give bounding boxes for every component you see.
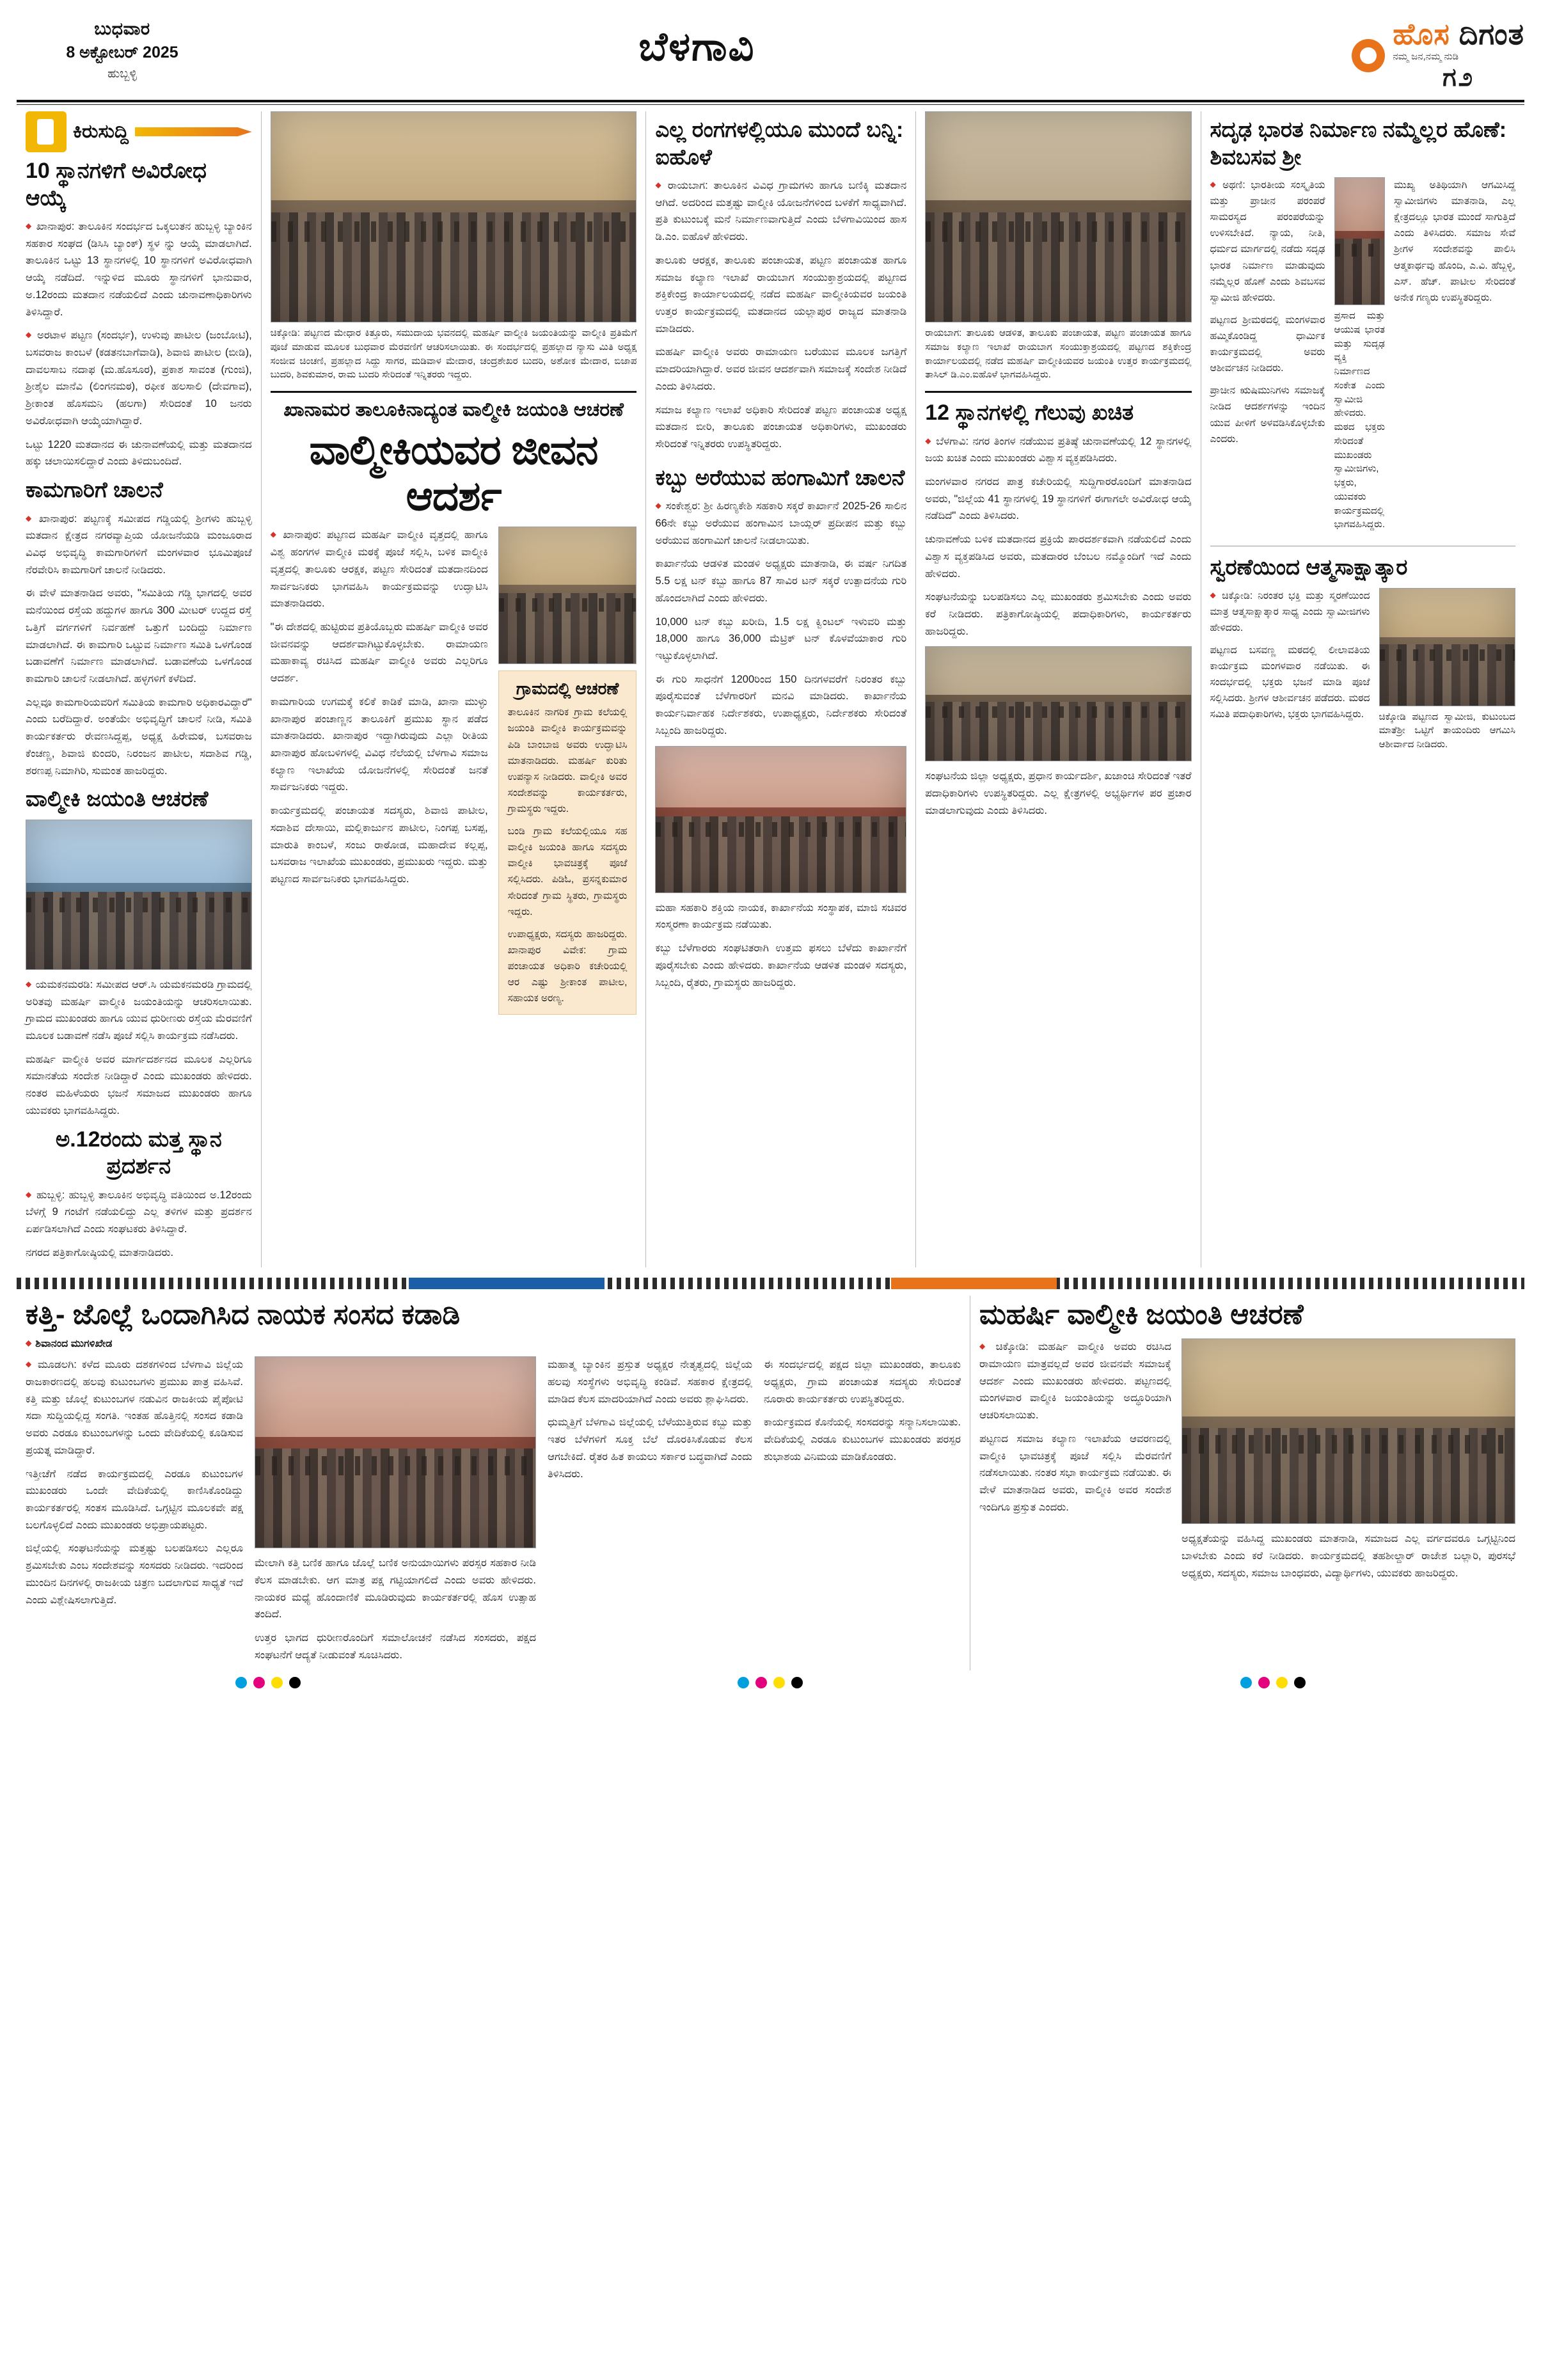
black-dot — [289, 1677, 301, 1688]
valmiki-p3: ಕಾಮಗಾರಿಯ ಉಗಮಕ್ಕೆ ಕಲಿಕೆ ಕಾಡಿಕೆ ಮಾಡಿ, ಖಾನಾ ಮುಳ್ಳು ಖಾನಾಪುರ ಪಂಚಾಣ್ಣನ ತಾಲೂಕಿಗೆ ಪ್ರಮುಖ ಸ್ಥಾನ ಪಡೆದ ಮಾತನಾಡಿದರು. ಖಾನಾಪುರ ಇದ್ದಾಗಿರುವುದು ಎಲ್ಲಾ ರೀತಿಯ ಖಾನಾಪುರ ಹೋಬಳಿಗಳಲ್ಲಿ ವಿವಿಧ ನೆಲೆಯಲ್ಲಿ ಬೆಳಗಾವಿ ಸಮಾಜ ಕಲ್ಯಾಣ ಇಲಾಖೆಯ ಯೋಜನೆಗಳಲ್ಲಿ ಸೇರಿದಂತೆ ಜನತೆ ಸಾರ್ವಜನಿಕರು ಇದ್ದರು. — [270, 695, 488, 793]
bottom-mid-p1: ಮಹಾತ್ಮ ಬ್ಯಾಂಕಿನ ಪ್ರಸ್ತುತ ಅಧ್ಯಕ್ಷರ ನೇತೃತ್ವದಲ್ಲಿ ಜಿಲ್ಲೆಯ ಹಲವು ಸಂಸ್ಥೆಗಳು ಅಭಿವೃದ್ಧಿ ಕಂಡಿವೆ. ಸಹಕಾರ ಕ್ಷೇತ್ರದಲ್ಲಿ ಮಾಡಿದ ಕೆಲಸ ಮಾದರಿಯಾಗಿದೆ ಎಂದು ಅವರು ಶ್ಲಾಘಿಸಿದರು. — [548, 1359, 752, 1405]
column-3 — [646, 111, 915, 1267]
story6-p2: ಮಂಗಳವಾರ ನಗರದ ಪಾತ್ರ ಕಚೇರಿಯಲ್ಲಿ ಸುದ್ದಿಗಾರರೊಂದಿಗೆ ಮಾತನಾಡಿದ ಅವರು, "ಜಿಲ್ಲೆಯ 41 ಸ್ಥಾನಗಳಲ್ಲಿ 19 ಸ್ಥಾನಗಳಿಗೆ ಈಗಾಗಲೇ ಅವಿರೋಧ ಆಯ್ಕೆ ನಡೆದಿದೆ" ಎಂದು ತಿಳಿಸಿದರು. — [925, 475, 1192, 522]
logo-title — [1393, 19, 1524, 49]
black-dot — [791, 1677, 803, 1688]
bottom-right-p1: ◆ ಚಿಕ್ಕೋಡಿ: ಮಹರ್ಷಿ ವಾಲ್ಮೀಕಿ ಅವರು ರಚಿಸಿದ ರಾಮಾಯಣ ಮಾತ್ರವಲ್ಲದೆ ಅವರ ಜೀವನವೇ ಸಮಾಜಕ್ಕೆ ಆದರ್ಶ ಎಂದು ಮುಖಂಡರು ಹೇಳಿದರು. ಪಟ್ಟಣದಲ್ಲಿ ಮಂಗಳವಾರ ವಾಲ್ಮೀಕಿ ಜಯಂತಿಯನ್ನು ಅದ್ಧೂರಿಯಾಗಿ ಆಚರಿಸಲಾಯಿತು. — [979, 1338, 1171, 1424]
cyan-dot — [1240, 1677, 1252, 1688]
masthead-place: ಹುಬ್ಬಳ್ಳಿ — [107, 67, 137, 81]
page-number: ಗ೨ — [1442, 63, 1475, 91]
valmiki-p1: ◆ ಖಾನಾಪುರ: ಪಟ್ಟಣದ ಮಹರ್ಷಿ ವಾಲ್ಮೀಕಿ ವೃತ್ತದಲ್ಲಿ ಹಾಗೂ ವಿಶ್ವ ಹಂಗಗಳ ವಾಲ್ಮೀಕಿ ಮಠಕ್ಕೆ ಪೂಜೆ ಸಲ್ಲಿಸಿ, ಬಳಿಕ ವಾಲ್ಮೀಕಿ ವೃತ್ತದಲ್ಲಿ ತಾಲೂಕು ಆರಕ್ಷಕ, ಪಟ್ಟಣ ಸೇರಿದಂತೆ ಮತದಾನದಿಂದ ಸಾರ್ವಜನಿಕರು ಭಾಗವಹಿಸಿ ಕಾರ್ಯಕ್ರಮವನ್ನು ಉದ್ಘಾಟಿಸಿ ಮಾತನಾಡಿದರು. — [271, 527, 488, 612]
bottom-right-text — [979, 1338, 1171, 1588]
sugar-p6: ಕಬ್ಬು ಬೆಳೆಗಾರರು ಸಂಘಟಿತರಾಗಿ ಉತ್ತಮ ಫಸಲು ಬೆಳೆದು ಕಾರ್ಖಾನೆಗೆ ಪೂರೈಸಬೇಕು ಎಂದು ಹೇಳಿದರು. ಕಾರ್ಖಾನೆಯ ಆಡಳಿತ ಮಂಡಳಿ ಸದಸ್ಯರು, ಸಿಬ್ಬಂದಿ, ರೈತರು, ಗ್ರಾಮಸ್ಥರು ಹಾಜರಿದ್ದರು. — [655, 942, 907, 988]
valmiki-box-p3: ಉಪಾಧ್ಯಕ್ಷರು, ಸದಸ್ಯರು ಹಾಜರಿದ್ದರು. ಖಾನಾಪುರ ವಿವೇಕ: ಗ್ರಾಮ ಪಂಚಾಯತ ಅಧಿಕಾರಿ ಕಚೇರಿಯಲ್ಲಿ ಆರ ಎಷ್ಟು ಶ್ರೀಕಾಂತ ಪಾಟೀಲ, ಸಹಾಯಕ ಅರಣ್ಯ. — [507, 928, 628, 1004]
story6-p4: ಸಂಘಟನೆಯನ್ನು ಬಲಪಡಿಸಲು ಎಲ್ಲ ಮುಖಂಡರು ಶ್ರಮಿಸಬೇಕು ಎಂದು ಅವರು ಕರೆ ನೀಡಿದರು. ಪತ್ರಿಕಾಗೋಷ್ಠಿಯಲ್ಲಿ ಪದಾಧಿಕಾರಿಗಳು, ಕಾರ್ಯಕರ್ತರು ಹಾಜರಿದ್ದರು. — [925, 591, 1192, 637]
bottom-left-p3: ಜಿಲ್ಲೆಯಲ್ಲಿ ಸಂಘಟನೆಯನ್ನು ಮತ್ತಷ್ಟು ಬಲಪಡಿಸಲು ಎಲ್ಲರೂ ಶ್ರಮಿಸಬೇಕು ಎಂಬ ಸಂದೇಶವನ್ನು ಸಂಸದರು ನೀಡಿದರು. ಇದರಿಂದ ಮುಂದಿನ ದಿನಗಳಲ್ಲಿ ರಾಜಕೀಯ ಚಿತ್ರಣ ಬದಲಾಗುವ ಸಾಧ್ಯತೆ ಇದೆ ಎಂದು ವಿಶ್ಲೇಷಿಸಲಾಗುತ್ತಿದೆ. — [26, 1543, 243, 1606]
masthead-date: 8 ಅಕ್ಟೋಬರ್ 2025 — [66, 44, 178, 61]
sugar-p1: ◆ ಸಂಕೇಶ್ವರ: ಶ್ರೀ ಹಿರಣ್ಯಕೇಶಿ ಸಹಕಾರಿ ಸಕ್ಕರೆ ಕಾರ್ಖಾನೆ 2025-26 ಸಾಲಿನ 66ನೇ ಕಬ್ಬು ಅರೆಯುವ ಹಂಗಾಮಿನ ಬಾಯ್ಲರ್ ಪ್ರದೀಪನ ಮತ್ತು ಕಬ್ಬು ಅರೆಯುವ ಹಂಗಾಮಿಗೆ ಚಾಲನೆ ನೀಡಲಾಯಿತು. — [655, 498, 906, 549]
smarane-left — [1210, 588, 1370, 758]
logo-block — [1166, 15, 1524, 92]
bottom-right-photo-col — [1181, 1338, 1515, 1588]
cyan-dot — [235, 1677, 247, 1688]
valmiki-box-p1: ತಾಲೂಕಿನ ನಾಗರಿಕ ಗ್ರಾಮ ಕಲೆಯಲ್ಲಿ ಜಯಂತಿ ವಾಲ್ಮೀಕಿ ಕಾರ್ಯಕ್ರಮವನ್ನು ಪಿಡಿ ಬಾಂಬಾಜಿ ಅವರು ಉದ್ಘಾಟಿಸಿ ಮಾತನಾಡಿದರು. ಮಹರ್ಷಿ ಕುರಿತು ಉಪನ್ಯಾಸ ನೀಡಿದರು. ವಾಲ್ಮೀಕಿ ಅವರ ಸಂದೇಶವನ್ನು ಕಾರ್ಯಕರ್ತರು, ಗ್ರಾಮಸ್ಥರು ಇದ್ದರು. — [507, 707, 628, 814]
story6-photo — [925, 646, 1191, 761]
story6-p1: ◆ ಬೆಳಗಾವಿ: ನಗರ ತಿಂಗಳ ನಡೆಯುವ ಪ್ರತಿಷ್ಠೆ ಚುನಾವಣೆಯಲ್ಲಿ 12 ಸ್ಥಾನಗಳಲ್ಲಿ ಜಯ ಖಚಿತ ಎಂದು ಮುಖಂಡರು ವಿಶ್ವಾಸ ವ್ಯಕ್ತಪಡಿಸಿದರು. — [925, 433, 1191, 467]
valmiki-kicker: ಖಾನಾಮರ ತಾಲೂಕಿನಾದ್ಯಂತ ವಾಲ್ಮೀಕಿ ಜಯಂತಿ ಆಚರಣೆ — [283, 399, 624, 420]
bottom-mid-p3: ಈ ಸಂದರ್ಭದಲ್ಲಿ ಪಕ್ಷದ ಜಿಲ್ಲಾ ಮುಖಂಡರು, ತಾಲೂಕು ಅಧ್ಯಕ್ಷರು, ಗ್ರಾಮ ಪಂಚಾಯತ ಸದಸ್ಯರು ಸೇರಿದಂತೆ ನೂರಾರು ಕಾರ್ಯಕರ್ತರು ಉಪಸ್ಥಿತರಿದ್ದರು. — [764, 1359, 961, 1405]
kirusuddi-badge — [26, 111, 252, 152]
bottom-left-p4: ಮೇಲಾಗಿ ಕತ್ತಿ ಬಣಿಕ ಹಾಗೂ ಜೊಲ್ಲೆ ಬಣಿಕ ಅನುಯಾಯಿಗಳು ಪರಸ್ಪರ ಸಹಕಾರ ನೀಡಿ ಕೆಲಸ ಮಾಡಬೇಕು. ಆಗ ಮಾತ್ರ ಪಕ್ಷ ಗಟ್ಟಿಯಾಗಲಿದೆ ಎಂದು ಅವರು ಹೇಳಿದರು. ನಾಯಕರ ಮಧ್ಯೆ ಹೊಂದಾಣಿಕೆ ಮೂಡಿರುವುದು ಕಾರ್ಯಕರ್ತರಲ್ಲಿ ಹೊಸ ಉತ್ಸಾಹ ತಂದಿದೆ. — [255, 1557, 536, 1621]
story3-p2: ಮಹರ್ಷಿ ವಾಲ್ಮೀಕಿ ಅವರ ಮಾರ್ಗದರ್ಶನದ ಮೂಲಕ ಎಲ್ಲರಿಗೂ ಸಮಾನತೆಯ ಸಂದೇಶ ನೀಡಿದ್ದಾರೆ ಎಂದು ಮುಖಂಡರು ಹೇಳಿದರು. ನಂತರ ಮಹಿಳೆಯರು ಭಜನೆ ಸಮಾಜದ ಮುಖಂಡರು ಹಾಗೂ ಯುವಕರು ಭಾಗವಹಿಸಿದ್ದರು. — [26, 1053, 252, 1116]
story5-p2: ತಾಲೂಕು ಆರಕ್ಷಕ, ತಾಲೂಕು ಪಂಚಾಯತ, ಪಟ್ಟಣ ಪಂಚಾಯತ ಹಾಗೂ ಸಮಾಜ ಕಲ್ಯಾಣ ಇಲಾಖೆ ರಾಯಬಾಗ ಸಂಯುಕ್ತಾಶ್ರಯದಲ್ಲಿ ಪಟ್ಟಣದ ಶಕ್ತಿಕೇಂದ್ರ ಕಾರ್ಯಾಲಯದಲ್ಲಿ ನಡೆದ ಮಹರ್ಷಿ ವಾಲ್ಮೀಕಿಯವರ ಜಯಂತಿ ಉತ್ತರ ಕಾರ್ಯಕ್ರಮದಲ್ಲಿ ಮತದಾನದ ಯಲ್ಲಾಪುರ ರಾಜ್ಯದ ಮಾತನಾಡಿ ಮಾಡಿದರು. — [655, 254, 907, 335]
story6-p3: ಚುನಾವಣೆಯ ಬಳಿಕ ಮತದಾನದ ಪ್ರಕ್ರಿಯೆ ಪಾರದರ್ಶಕವಾಗಿ ನಡೆಯಲಿದೆ ಎಂದು ವಿಶ್ವಾಸ ವ್ಯಕ್ತಪಡಿಸಿದ ಅವರು, ಮತದಾರರ ಬೆಂಬಲ ನಮ್ಮೊಂದಿಗೆ ಇದೆ ಎಂದು ಹೇಳಿದರು. — [925, 534, 1192, 580]
story1-p2: ◆ ಅರಟಾಳ ಪಟ್ಟಣ (ಸಂದರ್ಭ), ಉಳುವು ಪಾಟೀಲ (ಜಂಬೋಟಿ), ಬಸವರಾಜ ಕಾಂಬಳೆ (ಕಡತನಬಾಗೆವಾಡಿ), ಶಿವಾಜಿ ಪಾಟೀಲ (ಬೀಡಿ), ದಾವಲಸಾಬ ನದಾಫ (ಮ.ಹೊಸೂರ), ಪ್ರಕಾಶ ಸಾವಂತ (ಗುಂಜಿ), ಶ್ರೀಶೈಲ ಮಾನೆವಿ (ಲಿಂಗನಮಠ), ರಫೀಕ ಹಲಸಾಲಿ (ದೇವಗಾವ), ಶ್ರೀಕಾಂತ ಹೊಸಮನಿ (ಹಲಗಾ) ಸೇರಿದಂತೆ 10 ಜನರು ಅವಿರೋಧವಾಗಿ ಆಯ್ಕೆಯಾಗಿದ್ದಾರೆ. — [26, 327, 252, 429]
bottom-right-photo — [1181, 1338, 1515, 1524]
masthead — [17, 12, 1524, 95]
column-5 — [1201, 111, 1524, 1267]
smarane-headline: ಸ್ವರಣೆಯಿಂದ ಆತ್ಮಸಾಕ್ಷಾತ್ಕಾರ — [1210, 555, 1408, 580]
bottom-grid — [17, 1296, 1524, 1670]
story3-photo — [26, 820, 252, 970]
story5-headline: ಎಲ್ಲ ರಂಗಗಳಲ್ಲಿಯೂ ಮುಂದೆ ಬನ್ನಿ: ಐಹೊಳೆ — [655, 118, 904, 170]
story1-p3: ಒಟ್ಟು 1220 ಮತದಾನದ ಈ ಚುನಾವಣೆಯಲ್ಲಿ ಮತ್ತು ಮತದಾನದ ಹಕ್ಕು ಚಲಾಯಿಸಲಿದ್ದಾರೆ ಎಂದು ತಿಳಿದುಬಂದಿದೆ. — [26, 438, 252, 468]
shivabasava-p3: ಪ್ರಾಚೀನ ಋಷಿಮುನಿಗಳು ಸಮಾಜಕ್ಕೆ ನೀಡಿದ ಆದರ್ಶಗಳನ್ನು ಇಂದಿನ ಯುವ ಪೀಳಿಗೆ ಅಳವಡಿಸಿಕೊಳ್ಳಬೇಕು ಎಂದರು. — [1210, 385, 1325, 445]
cyan-dot — [738, 1677, 749, 1688]
bottom-right — [970, 1296, 1524, 1670]
story1-p1: ◆ ಖಾನಾಪುರ: ತಾಲೂಕಿನ ಸಂದರ್ಭದ ಒಕ್ಕಲುತನ ಹುಬ್ಬಳ್ಳಿ ಬ್ಯಾಂಕಿನ ಸಹಕಾರ ಸಂಘದ (ಡಿಸಿಸಿ ಬ್ಯಾಂಕ್) ಸ್ಥಳ ನ್ನು ಆಯ್ಕೆ ಮಾಡಲಾಗಿದೆ. ತಾಲೂಕಿನ ಒಟ್ಟು 13 ಸ್ಥಾನಗಳಲ್ಲಿ 10 ಸ್ಥಾನಗಳಿಗೆ ಅವಿರೋಧವಾಗಿ ಆಯ್ಕೆ ನಡೆದಿದೆ. ಇನ್ನುಳಿದ ಮೂರು ಸ್ಥಾನಗಳಿಗೆ ಭಾನುವಾರ, ಅ.12ರಂದು ಮತದಾನ ನಡೆಯಲಿದೆ ಎಂದು ಚುನಾವಣಾಧಿಕಾರಿಗಳು ತಿಳಿಸಿದ್ದಾರೆ. — [26, 218, 252, 321]
valmiki-photo-2 — [498, 527, 637, 664]
bottom-left-text-1 — [26, 1356, 243, 1670]
date-block — [17, 15, 228, 81]
story3-headline: ವಾಲ್ಮೀಕಿ ಜಯಂತಿ ಆಚರಣೆ — [26, 787, 209, 812]
smarane-photo-caption: ಚಿಕ್ಕೋಡಿ ಪಟ್ಟಣದ ಸ್ವಾಮೀಜಿ, ಕುಟುಂಬದ ಮಾತೆಶ್ರೀ ಒಟ್ಟಿಗೆ ತಾಯಂದಿರು ಆಗಮಿಸಿ ಆಶೀರ್ವಾದ ನೀಡಿದರು. — [1379, 711, 1515, 750]
bottom-left — [17, 1296, 970, 1670]
story2-p3: ಎಲ್ಲವೂ ಕಾಮಗಾರಿಯವರಿಗೆ ಸಮಿತಿಯ ಕಾಮಗಾರಿ ಅಧಿಕಾರವಿದ್ದಾರೆ" ಎಂದು ಬರೆದಿದ್ದಾರೆ. ಅಂತೆಯೇ ಅಭಿವೃದ್ಧಿಗೆ ಚಾಲನೆ ನೀಡಿ, ಸಮಿತಿ ಕಾರ್ಯಕರ್ತರು ರೇವಣಸಿದ್ದಪ್ಪ, ಅಧ್ಯಕ್ಷ ಹಿರೇಮಠ, ಬಸವರಾಜ ಕೆಂಚಣ್ಣ, ಶಿವಾಜಿ ಕುಂದರಿ, ನಿರಂಜನ ಪಾಟೀಲ, ಸದಾಶಿವ ಗಡ್ಡಿ, ಶರಣಪ್ಪ ನಿಮಾಗಿರಿ, ಸುಮಂತ ಹಾಜರಿದ್ದರು. — [26, 696, 252, 777]
bottom-left-byline: ◆ ಶಿವಾನಂದ ಮುಗಳಿಖೇಡ — [26, 1338, 961, 1350]
story5-p1: ◆ ರಾಯಬಾಗ: ತಾಲೂಕಿನ ವಿವಿಧ ಗ್ರಾಮಗಳು ಹಾಗೂ ಬಣಿಕ್ಕಿ ಮತದಾನ ಆಗಿದೆ. ಅದರಿಂದ ಮತ್ತಷ್ಟು ವಾಲ್ಮೀಕಿ ಯೋಜನೆಗಳಿಂದ ಬಳಕೆಗೆ ಸಾಧ್ಯವಾಗಿದೆ. ಪ್ರತಿ ಕುಟುಂಬಕ್ಕೆ ಮನೆ ನಿರ್ಮಾಣವಾಗುತ್ತಿದೆ ಎಂದು ಬೆಳಗಾವಿಯಿಂದ ಹಾಸ ಡಿ.ಎಂ. ಐಹೊಳೆ ಹೇಳಿದರು. — [655, 177, 906, 246]
yellow-dot — [773, 1677, 785, 1688]
dot-group-3 — [1240, 1677, 1306, 1688]
valmiki-box-title: ಗ್ರಾಮದಲ್ಲಿ ಆಚರಣೆ — [516, 679, 619, 699]
bottom-right-p2: ಪಟ್ಟಣದ ಸಮಾಜ ಕಲ್ಯಾಣ ಇಲಾಖೆಯ ಆವರಣದಲ್ಲಿ ವಾಲ್ಮೀಕಿ ಭಾವಚಿತ್ರಕ್ಕೆ ಪೂಜೆ ಸಲ್ಲಿಸಿ ಮೆರವಣಿಗೆ ನಡೆಸಲಾಯಿತು. ನಂತರ ಸಭಾ ಕಾರ್ಯಕ್ರಮ ನಡೆಯಿತು. ಈ ವೇಳೆ ಮಾತನಾಡಿದ ಅವರು, ವಾಲ್ಮೀಕಿ ಅವರ ಸಂದೇಶ ಇಂದಿಗೂ ಪ್ರಸ್ತುತ ಎಂದರು. — [979, 1432, 1171, 1513]
smarane-right — [1379, 588, 1515, 758]
dot-group-2 — [738, 1677, 803, 1688]
story2-p1: ◆ ಖಾನಾಪುರ: ಪಟ್ಟಣಕ್ಕೆ ಸಮೀಪದ ಗಡ್ಡಿಯಲ್ಲಿ ಶ್ರೀಗಳು ಹುಬ್ಬಳ್ಳಿ ಮತದಾನ ಕ್ಷೇತ್ರದ ನಗರವ್ಯಾಪ್ತಿಯ ಯೋಜನೆಯಡಿ ಮಂಜೂರಾದ ವಿವಿಧ ಅಭಿವೃದ್ಧಿ ಕಾಮಗಾರಿಗಳಿಗೆ ಮಂಗಳವಾರ ಭೂಮಿಪೂಜೆ ನೆರವೇರಿಸಿ ಕಾಮಗಾರಿಗೆ ಚಾಲನೆ ನೀಡಿದರು. — [26, 511, 252, 579]
magenta-dot — [253, 1677, 265, 1688]
column-1 — [17, 111, 261, 1267]
rayabag-photo — [925, 111, 1191, 322]
story2-headline: ಕಾಮಗಾರಿಗೆ ಚಾಲನೆ — [26, 478, 163, 503]
story4-headline: ಅ.12ರಂದು ಮತ್ತ ಸ್ಥಾನ ಪ್ರದರ್ಶನ — [55, 1127, 222, 1179]
valmiki-p4: ಕಾರ್ಯಕ್ರಮದಲ್ಲಿ ಪಂಚಾಯತ ಸದಸ್ಯರು, ಶಿವಾಜಿ ಪಾಟೀಲ, ಸದಾಶಿವ ದೇಸಾಯಿ, ಮಲ್ಲಿಕಾರ್ಜುನ ಪಾಟೀಲ, ನಿಂಗಪ್ಪ ಬಸಪ್ಪ, ಮಾರುತಿ ಕಾಂಬಳೆ, ಸಂಜು ರಾಠೋಡ, ಮಹಾದೇವ ಕಲ್ಲಪ್ಪ, ಬಸವರಾಜ ಇಲಾಖೆಯ ಮುಖಂಡರು, ಪ್ರಮುಖರು ಇದ್ದರು. ಮತ್ತು ಪಟ್ಟಣದ ಸಾರ್ವಜನಿಕರು ಭಾಗವಹಿಸಿದ್ದರು. — [270, 805, 488, 885]
valmiki-p2: "ಈ ದೇಶದಲ್ಲಿ ಹುಟ್ಟಿರುವ ಪ್ರತಿಯೊಬ್ಬರು ಮಹರ್ಷಿ ವಾಲ್ಮೀಕಿ ಅವರ ಜೀವನವನ್ನು ಆದರ್ಶವಾಗಿಟ್ಟುಕೊಳ್ಳಬೇಕು. ರಾಮಾಯಣ ಮಹಾಕಾವ್ಯ ರಚಿಸಿದ ಮಹರ್ಷಿ ವಾಲ್ಮೀಕಿ ಅವರು ಎಲ್ಲರಿಗೂ ಆದರ್ಶ. — [270, 621, 488, 685]
logo-word1: ಹೊಸ — [1393, 17, 1450, 51]
story6-p5: ಸಂಘಟನೆಯ ಜಿಲ್ಲಾ ಅಧ್ಯಕ್ಷರು, ಪ್ರಧಾನ ಕಾರ್ಯದರ್ಶಿ, ಖಜಾಂಚಿ ಸೇರಿದಂತೆ ಇತರೆ ಪದಾಧಿಕಾರಿಗಳು ಉಪಸ್ಥಿತರಿದ್ದರು. ಎಲ್ಲ ಕ್ಷೇತ್ರಗಳಲ್ಲಿ ಅಭ್ಯರ್ಥಿಗಳ ಪರ ಪ್ರಚಾರ ಮಾಡಲಾಗುವುದು ಎಂದು ತಿಳಿಸಿದರು. — [925, 770, 1192, 816]
story3-p1: ◆ ಯಮಕನಮರಡಿ: ಸಮೀಪದ ಆರ್.ಸಿ ಯಮಕನಮರಡಿ ಗ್ರಾಮದಲ್ಲಿ ಅರಿತವು ಮಹರ್ಷಿ ವಾಲ್ಮೀಕಿ ಜಯಂತಿಯನ್ನು ಆಚರಿಸಲಾಯಿತು. ಗ್ರಾಮದ ಮುಖಂಡರು ಹಾಗೂ ಯುವ ಧುರೀಣರು ರಸ್ತೆಯ ಮೆರವಣಿಗೆ ಮೂಲಕ ಬಡಾವಣೆ ನಡೆಸಿ ಪೂಜೆ ಸಲ್ಲಿಸಿ ಕಾರ್ಯಕ್ರಮ ನಡೆಸಿದರು. — [26, 976, 252, 1045]
rayabag-photo-caption: ರಾಯಬಾಗ: ತಾಲೂಕು ಆಡಳಿತ, ತಾಲೂಕು ಪಂಚಾಯತ, ಪಟ್ಟಣ ಪಂಚಾಯತ ಹಾಗೂ ಸಮಾಜ ಕಲ್ಯಾಣ ಇಲಾಖೆ ರಾಯಬಾಗ ಸಂಯುಕ್ತಾಶ್ರಯದಲ್ಲಿ ಪಟ್ಟಣದ ಶಕ್ತಿಕೇಂದ್ರ ಕಾರ್ಯಾಲಯದಲ್ಲಿ ನಡೆದ ಮಹರ್ಷಿ ವಾಲ್ಮೀಕಿಯವರ ಜಯಂತಿ ಉತ್ತರ ಕಾರ್ಯಕ್ರಮದಲ್ಲಿ ತಾಸಿಲ್ ಡಿ.ಎಂ.ಐಹೊಳೆ ಭಾಗವಹಿಸಿದ್ದರು. — [925, 328, 1192, 381]
story6-headline: 12 ಸ್ಥಾನಗಳಲ್ಲಿ ಗೆಲುವು ಖಚಿತ — [925, 401, 1134, 425]
bottom-mid-text-1 — [548, 1356, 752, 1670]
sugar-p3: 10,000 ಟನ್ ಕಬ್ಬು ಖರೀದಿ, 1.5 ಲಕ್ಷ ಕ್ವಿಂಟಲ್ ಇಳುವರಿ ಮತ್ತು 18,000 ಹಾಗೂ 36,000 ಮೆಟ್ರಿಕ್ ಟನ್ ಕೊಳವೆಯಾಕಾರ ಗುರಿ ಇಟ್ಟುಕೊಳ್ಳಲಾಗಿದೆ. — [655, 615, 907, 662]
divider-rule-3 — [925, 391, 1191, 393]
masthead-rule — [17, 100, 1524, 102]
shivabasava-p4: ಮುಖ್ಯ ಅತಿಥಿಯಾಗಿ ಆಗಮಿಸಿದ್ದ ಸ್ವಾಮೀಜಿಗಳು ಮಾತನಾಡಿ, ಎಲ್ಲ ಕ್ಷೇತ್ರದಲ್ಲೂ ಭಾರತ ಮುಂದೆ ಸಾಗುತ್ತಿದೆ ಎಂದು ತಿಳಿಸಿದರು. ಸಮಾಜ ಸೇವೆ ಶ್ರೀಗಳ ಸಂದೇಶವನ್ನು ಪಾಲಿಸಿ ಆತ್ಮಕಾರ್ಥವು ಹೊಂದಿ, ಎ.ವಿ. ಹೆಬ್ಬಳ್ಳಿ, ಎಸ್. ಹೆಚ್. ಪಾಟೀಲ ಸೇರಿದಂತೆ ಅನೇಕ ಗಣ್ಯರು ಉಪಸ್ಥಿತರಿದ್ದರು. — [1393, 180, 1515, 303]
footer-registration-marks — [17, 1670, 1524, 1688]
story5-p3: ಮಹರ್ಷಿ ವಾಲ್ಮೀಕಿ ಅವರು ರಾಮಾಯಣ ಬರೆಯುವ ಮೂಲಕ ಜಗತ್ತಿಗೆ ಮಾದರಿಯಾಗಿದ್ದಾರೆ. ಅವರ ಜೀವನ ಆದರ್ಶವಾಗಿ ಸಮಾಜಕ್ಕೆ ಸಂದೇಶ ನೀಡಿದೆ ಎಂದು ತಿಳಿಸಿದರು. — [655, 346, 907, 392]
shivabasava-center — [1334, 177, 1385, 538]
divider-rule-2 — [271, 391, 637, 393]
bottom-left-p5: ಉತ್ತರ ಭಾಗದ ಧುರೀಣರೊಂದಿಗೆ ಸಮಾಲೋಚನೆ ನಡೆಸಿದ ಸಂಸದರು, ಪಕ್ಷದ ಸಂಘಟನೆಗೆ ಆದ್ಯತೆ ನೀಡುವಂತೆ ಸೂಚಿಸಿದರು. — [255, 1632, 536, 1661]
smarane-p2: ಪಟ್ಟಣದ ಬಸವಣ್ಣ ಮಠದಲ್ಲಿ ಲೀಲಾವತಿಯ ಕಾರ್ಯಕ್ರಮ ಮಂಗಳವಾರ ನಡೆಯಿತು. ಈ ಸಂದರ್ಭದಲ್ಲಿ ಭಕ್ತರು ಭಜನೆ ಮಾಡಿ ಪೂಜೆ ಸಲ್ಲಿಸಿದರು. ಶ್ರೀಗಳ ಆಶೀರ್ವಚನ ಪಡೆದರು. ಮಠದ ಸಮಿತಿ ಪದಾಧಿಕಾರಿಗಳು, ಭಕ್ತರು ಭಾಗವಹಿಸಿದ್ದರು. — [1210, 644, 1370, 720]
column-2 — [262, 111, 646, 1267]
shivabasava-left — [1210, 177, 1325, 538]
masthead-weekday: ಬುಧವಾರ — [94, 19, 150, 38]
story4-p2: ನಗರದ ಪತ್ರಿಕಾಗೋಷ್ಠಿಯಲ್ಲಿ ಮಾತನಾಡಿದರು. — [26, 1246, 174, 1258]
sugar-photo — [655, 746, 906, 893]
section-band — [17, 1278, 1524, 1289]
black-dot — [1294, 1677, 1306, 1688]
bottom-left-p2: ಇತ್ತೀಚೆಗೆ ನಡೆದ ಕಾರ್ಯಕ್ರಮದಲ್ಲಿ ಎರಡೂ ಕುಟುಂಬಗಳ ಮುಖಂಡರು ಒಂದೇ ವೇದಿಕೆಯಲ್ಲಿ ಕಾಣಿಸಿಕೊಂಡಿದ್ದು ಕಾರ್ಯಕರ್ತರಲ್ಲಿ ಸಂತಸ ಮೂಡಿಸಿದೆ. ಒಗ್ಗಟ್ಟಿನ ಮೂಲಕವೇ ಪಕ್ಷ ಬಲಗೊಳ್ಳಲಿದೆ ಎಂದು ಮುಖಂಡರು ಅಭಿಪ್ರಾಯಪಟ್ಟರು. — [26, 1468, 243, 1531]
page-title: ಬೆಳಗಾವಿ — [638, 25, 755, 69]
logo-word2: ದಿಗಂತ — [1458, 17, 1524, 51]
bottom-left-p1: ◆ ಮೂಡಲಗಿ: ಕಳೆದ ಮೂರು ದಶಕಗಳಿಂದ ಬೆಳಗಾವಿ ಜಿಲ್ಲೆಯ ರಾಜಕಾರಣದಲ್ಲಿ ಹಲವು ಕುಟುಂಬಗಳು ಪ್ರಮುಖ ಪಾತ್ರ ವಹಿಸಿವೆ. ಕತ್ತಿ ಮತ್ತು ಜೊಲ್ಲೆ ಕುಟುಂಬಗಳ ನಡುವಿನ ರಾಜಕೀಯ ಪೈಪೋಟಿ ಸದಾ ಸುದ್ದಿಯಲ್ಲಿದ್ದ ಸಂಗತಿ. ಇಂತಹ ಹೊತ್ತಿನಲ್ಲಿ ಸಂಸದ ಕಡಾಡಿ ಅವರು ಎರಡೂ ಕುಟುಂಬಗಳನ್ನು ಒಂದು ವೇದಿಕೆಯಲ್ಲಿ ಕೂಡಿಸುವ ಪ್ರಯತ್ನ ಮಾಡಿದ್ದಾರೆ. — [26, 1356, 243, 1459]
sun-icon — [1352, 39, 1385, 72]
magenta-dot — [1258, 1677, 1270, 1688]
kirusuddi-label: ಕಿರುಸುದ್ದಿ — [73, 121, 129, 142]
bottom-right-headline: ಮಹರ್ಷಿ ವಾಲ್ಮೀಕಿ ಜಯಂತಿ ಆಚರಣೆ — [979, 1299, 1304, 1331]
shivabasava-photo-caption: ಪ್ರಸಾದ ಮತ್ತು ಆಯುಷ ಭಾರತ ಮತ್ತು ಸುದೃಢ ವ್ಯಕ್ತಿ ನಿರ್ಮಾಣದ ಸಂಕೇತ ಎಂದು ಸ್ವಾಮೀಜಿ ಹೇಳಿದರು. ಮಠದ ಭಕ್ತರು ಸೇರಿದಂತೆ ಮುಖಂಡರು ಸ್ವಾಮೀಜಿಗಳು, ಭಕ್ತರು, ಯುವಕರು ಕಾರ್ಯಕ್ರಮದಲ್ಲಿ ಭಾಗವಹಿಸಿದ್ದರು. — [1334, 310, 1385, 530]
smarane-photo — [1379, 588, 1515, 706]
valmiki-box — [498, 670, 637, 1015]
hand-icon — [26, 111, 67, 152]
shivabasava-photo — [1334, 177, 1385, 305]
valmiki-text-left — [271, 527, 488, 1021]
story2-p2: ಈ ವೇಳೆ ಮಾತನಾಡಿದ ಅವರು, "ಸಮಿತಿಯ ಗಡ್ಡಿ ಭಾಗದಲ್ಲಿ ಅವರ ಮನೆಯಿಂದ ರಸ್ತೆಯ ಹದ್ದುಗಳ ಹಾಗೂ 300 ಮೀಟರ್ ಉದ್ದದ ರಸ್ತೆ ಒತ್ತಿಗೆ ವರ್ಗಗಳಿಗೆ ನಿರ್ವಹಣೆ ಒತ್ತುಗೆ ಬಂದಿದ್ದು ನಿರ್ಮಾಣ ಮಾಡಲಾಗಿದೆ. ಈ ಕಾಮಗಾರಿ ಒಟ್ಟುವ ನಿರ್ಮಾಣ ಸಮಿತಿ ಒಳಗೊಂಡ ಬಡಾವಣೆಗೆ ನಿರ್ಮಾಣ ಮಾಡಲಾಗಿದೆ. ಬಡಾವಣೆಯ ಒಳಗೊಂಡ ಕಾಮಗಾರಿ ಚಾಲನೆ ನೀಡಲಾಗಿದೆ. ಹಳ್ಳಗಳಿಗೆ ಕಳೆದಿದೆ. — [26, 587, 252, 685]
sugar-p2: ಕಾರ್ಖಾನೆಯ ಆಡಳಿತ ಮಂಡಳಿ ಅಧ್ಯಕ್ಷರು ಮಾತನಾಡಿ, ಈ ವರ್ಷ ನಿಗದಿತ 5.5 ಲಕ್ಷ ಟನ್ ಕಬ್ಬು ಹಾಗೂ 87 ಸಾವಿರ ಟನ್ ಸಕ್ಕರೆ ಉತ್ಪಾದನೆಯ ಗುರಿ ಹೊಂದಲಾಗಿದೆ ಎಂದು ಹೇಳಿದರು. — [655, 558, 907, 604]
valmiki-box-p2: ಬಂಡಿ ಗ್ರಾಮ ಕಲೆಯಲ್ಲಿಯೂ ಸಹ ವಾಲ್ಮೀಕಿ ಜಯಂತಿ ಹಾಗೂ ಸದಸ್ಯರು ವಾಲ್ಮೀಕಿ ಭಾವಚಿತ್ರಕ್ಕೆ ಪೂಜೆ ಸಲ್ಲಿಸಿದರು. ಪಿಡಿಓ, ಪ್ರಸನ್ನಕುಮಾರ ಸೇರಿದಂತೆ ಗ್ರಾಮ ಸ್ಥಿತರು, ಗ್ರಾಮಸ್ಥರು ಇದ್ದರು. — [507, 826, 628, 917]
valmiki-photo-1 — [271, 111, 637, 322]
yellow-dot — [1276, 1677, 1288, 1688]
logo-text — [1393, 19, 1524, 92]
dot-group-1 — [235, 1677, 301, 1688]
main-grid — [17, 111, 1524, 1267]
bottom-mid-p2: ಧುಮ್ಮತ್ತಿಗೆ ಬೆಳಗಾವಿ ಜಿಲ್ಲೆಯಲ್ಲಿ ಬೆಳೆಯುತ್ತಿರುವ ಕಬ್ಬು ಮತ್ತು ಇತರ ಬೆಳೆಗಳಿಗೆ ಸೂಕ್ತ ಬೆಲೆ ದೊರಕಿಸಿಕೊಡುವ ಕೆಲಸ ಆಗಬೇಕಿದೆ. ರೈತರ ಹಿತ ಕಾಯಲು ಸರ್ಕಾರ ಬದ್ಧವಾಗಿದೆ ಎಂದು ತಿಳಿಸಿದರು. — [548, 1416, 752, 1480]
masthead-rule-thin — [17, 104, 1524, 105]
sugar-p4: ಈ ಗುರಿ ಸಾಧನೆಗೆ 1200ರಿಂದ 150 ದಿನಗಳವರೆಗೆ ನಿರಂತರ ಕಬ್ಬು ಪೂರೈಸುವಂತೆ ಬೆಳೆಗಾರರಿಗೆ ಮನವಿ ಮಾಡಿದರು. ಕಾರ್ಖಾನೆಯ ಕಾರ್ಯನಿರ್ವಾಹಕ ನಿರ್ದೇಶಕರು, ಉಪಾಧ್ಯಕ್ಷರು, ನಿರ್ದೇಶಕರು ಸೇರಿದಂತೆ ಸಿಬ್ಬಂದಿ ಹಾಜರಿದ್ದರು. — [655, 673, 907, 736]
bottom-mid-p4: ಕಾರ್ಯಕ್ರಮದ ಕೊನೆಯಲ್ಲಿ ಸಂಸದರನ್ನು ಸನ್ಮಾನಿಸಲಾಯಿತು. ವೇದಿಕೆಯಲ್ಲಿ ಎರಡೂ ಕುಟುಂಬಗಳ ಮುಖಂಡರು ಪರಸ್ಪರ ಶುಭಾಶಯ ವಿನಿಮಯ ಮಾಡಿಕೊಂಡರು. — [764, 1416, 961, 1463]
sugar-headline: ಕಬ್ಬು ಅರೆಯುವ ಹಂಗಾಮಿಗೆ ಚಾಲನೆ — [655, 465, 905, 490]
shivabasava-right — [1394, 177, 1515, 538]
magenta-dot — [755, 1677, 767, 1688]
bottom-mid-text-2 — [764, 1356, 961, 1670]
story4-p1: ◆ ಹುಬ್ಬಳ್ಳಿ: ಹುಬ್ಬಳ್ಳಿ ತಾಲೂಕಿನ ಅಭಿವೃದ್ಧಿ ವತಿಯಿಂದ ಅ.12ರಂದು ಬೆಳಗ್ಗೆ 9 ಗಂಟೆಗೆ ನಡೆಯಲಿದ್ದು ಎಲ್ಲ ತಳಿಗಳ ಮತ್ತು ಪ್ರದರ್ಶನ ಏರ್ಪಡಿಸಲಾಗಿದೆ ಎಂದು ಸಂಘಟಕರು ತಿಳಿಸಿದ್ದಾರೆ. — [26, 1187, 252, 1238]
bottom-left-photo-col — [255, 1356, 536, 1670]
story1-headline: 10 ಸ್ಥಾನಗಳಿಗೆ ಅವಿರೋಧ ಆಯ್ಕೆ — [26, 159, 207, 210]
bottom-right-p3: ಅಧ್ಯಕ್ಷತೆಯನ್ನು ವಹಿಸಿದ್ದ ಮುಖಂಡರು ಮಾತನಾಡಿ, ಸಮಾಜದ ಎಲ್ಲ ವರ್ಗದವರೂ ಒಗ್ಗಟ್ಟಿನಿಂದ ಬಾಳಬೇಕು ಎಂದು ಕರೆ ನೀಡಿದರು. ಕಾರ್ಯಕ್ರಮದಲ್ಲಿ ತಹಶೀಲ್ದಾರ್ ರಾಜೇಶ ಬಲ್ಲಾರಿ, ಪುರಸಭೆ ಅಧ್ಯಕ್ಷರು, ಸದಸ್ಯರು, ಸಮಾಜ ಬಾಂಧವರು, ವಿದ್ಯಾರ್ಥಿಗಳು, ಯುವಕರು ಹಾಜರಿದ್ದರು. — [1181, 1533, 1515, 1579]
column-4 — [916, 111, 1200, 1267]
shivabasava-headline: ಸದೃಢ ಭಾರತ ನಿರ್ಮಾಣ ನಮ್ಮೆಲ್ಲರ ಹೊಣೆ: ಶಿವಬಸವ ಶ್ರೀ — [1210, 118, 1507, 170]
smarane-p1: ◆ ಚಿಕ್ಕೋಡಿ: ನಿರಂತರ ಭಕ್ತಿ ಮತ್ತು ಸ್ಮರಣೆಯಿಂದ ಮಾತ್ರ ಆತ್ಮಸಾಕ್ಷಾತ್ಕಾರ ಸಾಧ್ಯ ಎಂದು ಸ್ವಾಮೀಜಿಗಳು ಹೇಳಿದರು. — [1210, 588, 1370, 636]
bottom-left-photo — [255, 1356, 536, 1548]
valmiki-right — [498, 527, 637, 1021]
bottom-left-headline: ಕತ್ತಿ- ಜೊಲ್ಲೆ ಒಂದಾಗಿಸಿದ ನಾಯಕ ಸಂಸದ ಕಡಾಡಿ — [26, 1299, 461, 1331]
shivabasava-p2: ಪಟ್ಟಣದ ಶ್ರೀಮಠದಲ್ಲಿ ಮಂಗಳವಾರ ಹಮ್ಮಿಕೊಂಡಿದ್ದ ಧಾರ್ಮಿಕ ಕಾರ್ಯಕ್ರಮದಲ್ಲಿ ಅವರು ಆಶೀರ್ವಚನ ನೀಡಿದರು. — [1210, 314, 1325, 374]
valmiki-photo-1-caption: ಚಿಕ್ಕೋಡಿ: ಪಟ್ಟಣದ ಮೇಧಾರ ಕಿತ್ತೂರು, ಸಮುದಾಯ ಭವನದಲ್ಲಿ ಮಹರ್ಷಿ ವಾಲ್ಮೀಕಿ ಜಯಂತಿಯನ್ನು ವಾಲ್ಮೀಕಿ ಪ್ರತಿಮೆಗೆ ಪೂಜೆ ಮಾಡುವ ಮೂಲಕ ಬುಧವಾರ ಮೆರವಣಿಗೆ ಆಚರಿಸಲಾಯಿತು. ಈ ಸಂದರ್ಭದಲ್ಲಿ ಪ್ರಹಲ್ಲಾದ ನ್ಯಾಸು ಮಿತಿ ಅಧ್ಯಕ್ಷ ಸಂಜೀವ ಚಿಂಚಣಿ, ಪ್ರಹಲ್ಲಾದ ಸಿದ್ದು ಸಾಗರ, ಮಡಿವಾಳ ಮೇದಾರ, ಚಂದ್ರಶೇಖರ ಬುದರಿ, ಅಶೋಕ ಮೇದಾರ, ಬಿಜಾಪ ಬುದರಿ, ಶಿವಕುಮಾರ, ರಾಮ ಬುದರಿ ಸೇರಿದಂತೆ ಇನ್ನಿತರರು ಇದ್ದರು. — [270, 328, 637, 381]
badge-arrow — [135, 127, 252, 136]
story5-p4: ಸಮಾಜ ಕಲ್ಯಾಣ ಇಲಾಖೆ ಅಧಿಕಾರಿ ಸೇರಿದಂತೆ ಪಟ್ಟಣ ಪಂಚಾಯತ ಅಧ್ಯಕ್ಷ ಮತದಾನ ಬೀರಿ, ತಾಲೂಕು ಪಂಚಾಯತ ಅಧಿಕಾರಿಗಳು, ಮುಖಂಡರು ಸೇರಿದಂತೆ ಇನ್ನಿತರರು ಉಪಸ್ಥಿತರಿದ್ದರು. — [655, 404, 907, 450]
sugar-p5: ಮಹಾ ಸಹಕಾರಿ ಶಕ್ತಿಯ ನಾಯಕ, ಕಾರ್ಖಾನೆಯ ಸಂಸ್ಥಾಪಕ, ಮಾಜಿ ಸಚಿವರ ಸಂಸ್ಮರಣಾ ಕಾರ್ಯಕ್ರಮ ನಡೆಯಿತು. — [655, 901, 907, 931]
shivabasava-p1: ◆ ಅಥಣಿ: ಭಾರತೀಯ ಸಂಸ್ಕೃತಿಯ ಮತ್ತು ಪ್ರಾಚೀನ ಪರಂಪರೆ ಸಾಮರಸ್ಯದ ಪರಂಪರೆಯನ್ನು ಉಳಿಸಬೇಕಿದೆ. ನ್ಯಾಯ, ನೀತಿ, ಧರ್ಮದ ಮಾರ್ಗದಲ್ಲಿ ನಡೆದು ಸದೃಢ ಭಾರತ ನಿರ್ಮಾಣ ಮಾಡುವುದು ನಮ್ಮೆಲ್ಲರ ಹೊಣೆ ಎಂದು ಶಿವಬಸವ ಸ್ವಾಮೀಜಿ ಹೇಳಿದರು. — [1210, 177, 1325, 306]
yellow-dot — [271, 1677, 283, 1688]
valmiki-headline: ವಾಲ್ಮೀಕಿಯವರ ಜೀವನ ಆದರ್ಶ — [309, 427, 598, 519]
logo-tagline: ನಮ್ಮ ಜನ,ನಮ್ಮ ನುಡಿ — [1393, 51, 1459, 62]
